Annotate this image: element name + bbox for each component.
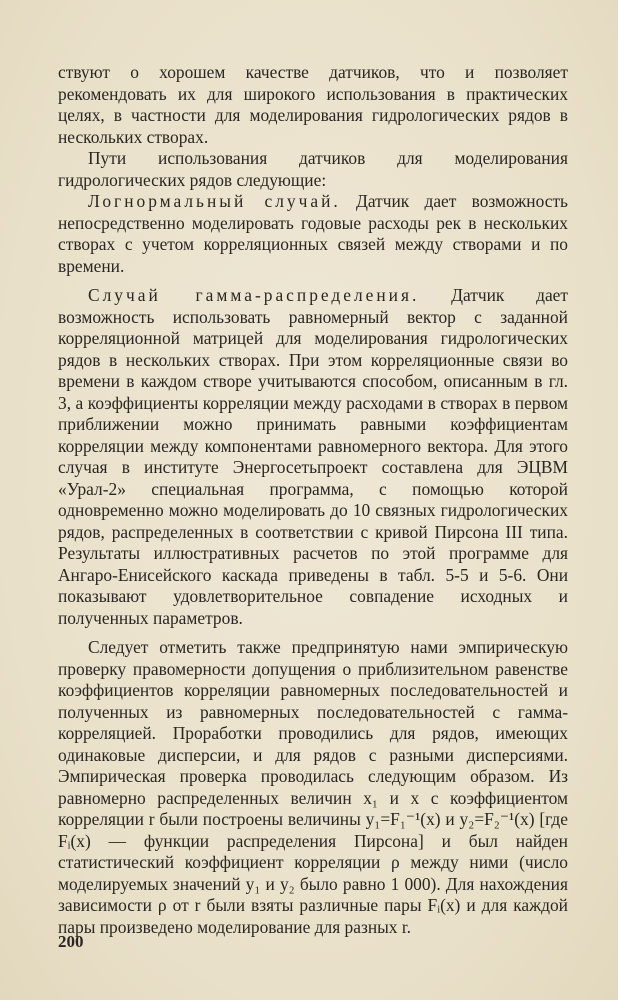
paragraph-3-lead: Логнормальный случай. bbox=[88, 191, 341, 211]
paragraph-1-text: ствуют о хорошем качестве датчиков, что и позволяет рекомендовать их для широкого использования в практических целях, в частности для моделирования гидрологических рядов в нескольких створах. bbox=[58, 62, 568, 147]
paragraph-2-text: Пути использования датчиков для моделирования гидрологических рядов следующие: bbox=[58, 148, 568, 190]
paragraph-5 bbox=[58, 637, 568, 938]
paragraph-3 bbox=[58, 191, 568, 277]
paragraph-4-lead: Случай гамма-распределения. bbox=[88, 285, 420, 305]
paragraph-1 bbox=[58, 62, 568, 148]
body-text bbox=[58, 62, 568, 938]
paragraph-3-text: Датчик дает возможность непосредственно моделировать годовые расходы рек в нескольких створах с учетом корреляционных связей между створами и по времени. bbox=[58, 191, 568, 276]
paragraph-4-text: Датчик дает возможность использовать равномерный вектор с заданной корреляционной матрицей для моделирования гидрологических рядов в нескольких створах. При этом корреляционные связи во времени в каждом створе учитываются способом, описанным в гл. 3, а коэффициенты корреляции между расходами в створах в первом приближении можно принимать равными коэффициентам корреляции между компонентами равномерного вектора. Для этого случая в институте Энергосетьпроект составлена для ЭЦВМ «Урал-2» специальная программа, с помощью которой одновременно можно моделировать до 10 связных гидрологических рядов, распределенных в соответствии с кривой Пирсона III типа. Результаты иллюстративных расчетов по этой программе для Ангаро-Енисейского каскада приведены в табл. 5-5 и 5-6. Они показывают удовлетворительное совпадение исходных и полученных параметров. bbox=[58, 285, 568, 628]
page-number: 200 bbox=[58, 932, 84, 951]
paragraph-5-text: Следует отметить также предпринятую нами эмпирическую проверку правомерности допущения о приблизительном равенстве коэффициентов корреляции равномерных последовательностей и полученных из равномерных последовательностей с гамма-корреляцией. Проработки проводились для рядов, имеющих одинаковые дисперсии, и для рядов с разными дисперсиями. Эмпирическая проверка проводилась следующим образом. Из равномерно распределенных величин x₁ и x с коэффициентом корреляции r были построены величины y₁=F₁⁻¹(x) и y₂=F₂⁻¹(x) [где Fᵢ(x) — функции распределения Пирсона] и был найден статистический коэффициент корреляции ρ между ними (число моделируемых значений y₁ и y₂ было равно 1 000). Для нахождения зависимости ρ от r были взяты различные пары Fᵢ(x) и для каждой пары произведено моделирование для разных r. bbox=[58, 637, 568, 937]
paragraph-4 bbox=[58, 285, 568, 629]
paragraph-2 bbox=[58, 148, 568, 191]
